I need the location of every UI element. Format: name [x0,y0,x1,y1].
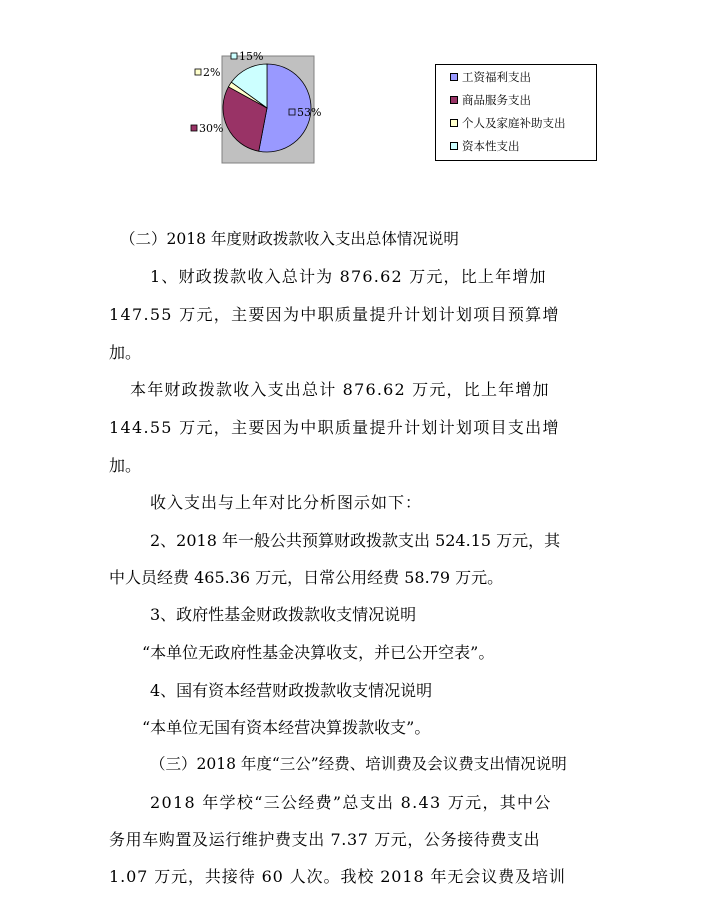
paragraph-line: 收入支出与上年对比分析图示如下： [150,493,423,512]
section-heading-3: 3、政府性基金财政拨款收支情况说明 [150,605,417,624]
legend-item [436,88,596,111]
section-heading-2: （二）2018 年度财政拨款收入支出总体情况说明 [120,230,459,248]
paragraph-line: 1.07 万元，共接待 60 人次。我校 2018 年无会议费及培训 [109,867,566,886]
paragraph-line: 1、财政拨款收入总计为 876.62 万元，比上年增加 [150,267,547,286]
legend-item [436,65,596,88]
paragraph-line: 加。 [109,343,142,362]
legend-label: 工资福利支出 [462,69,531,84]
data-label-swatch [231,53,237,59]
paragraph-line: 加。 [109,456,142,475]
data-label-swatch [195,69,201,75]
paragraph-line: 147.55 万元，主要因为中职质量提升计划计划项目预算增 [109,305,560,324]
legend-swatch [450,142,458,150]
paragraph-line: 2018 年学校“三公经费”总支出 8.43 万元，其中公 [150,793,552,812]
legend-swatch [450,73,458,81]
section-heading-4: 4、国有资本经营财政拨款收支情况说明 [150,681,433,700]
data-label-swatch [289,109,295,115]
data-label-swatch [191,125,197,131]
legend-item [436,111,596,134]
legend-swatch [450,96,458,104]
chart-legend [435,64,597,161]
legend-label: 个人及家庭补助支出 [462,115,566,130]
pie-chart-svg [170,36,430,186]
pie-chart [170,36,610,186]
paragraph-line: “本单位无国有资本经营决算拨款收支”。 [142,718,431,737]
paragraph-line: 中人员经费 465.36 万元，日常公用经费 58.79 万元。 [109,568,504,587]
paragraph-line: 务用车购置及运行维护费支出 7.37 万元，公务接待费支出 [109,830,541,849]
paragraph-line: 2、2018 年一般公共预算财政拨款支出 524.15 万元，其 [150,531,561,550]
legend-label: 商品服务支出 [462,92,531,107]
paragraph-line: 本年财政拨款收入支出总计 876.62 万元，比上年增加 [130,380,550,399]
section-heading-5: （三）2018 年度“三公”经费、培训费及会议费支出情况说明 [150,755,567,773]
legend-item [436,134,596,157]
data-label: 53% [297,106,322,119]
paragraph-line: 144.55 万元，主要因为中职质量提升计划计划项目支出增 [109,418,560,437]
data-label: 30% [199,122,224,135]
data-label: 2% [203,66,221,79]
legend-swatch [450,119,458,127]
paragraph-line: “本单位无政府性基金决算收支，并已公开空表”。 [142,643,495,662]
data-label: 15% [239,50,264,63]
legend-label: 资本性支出 [462,138,520,153]
